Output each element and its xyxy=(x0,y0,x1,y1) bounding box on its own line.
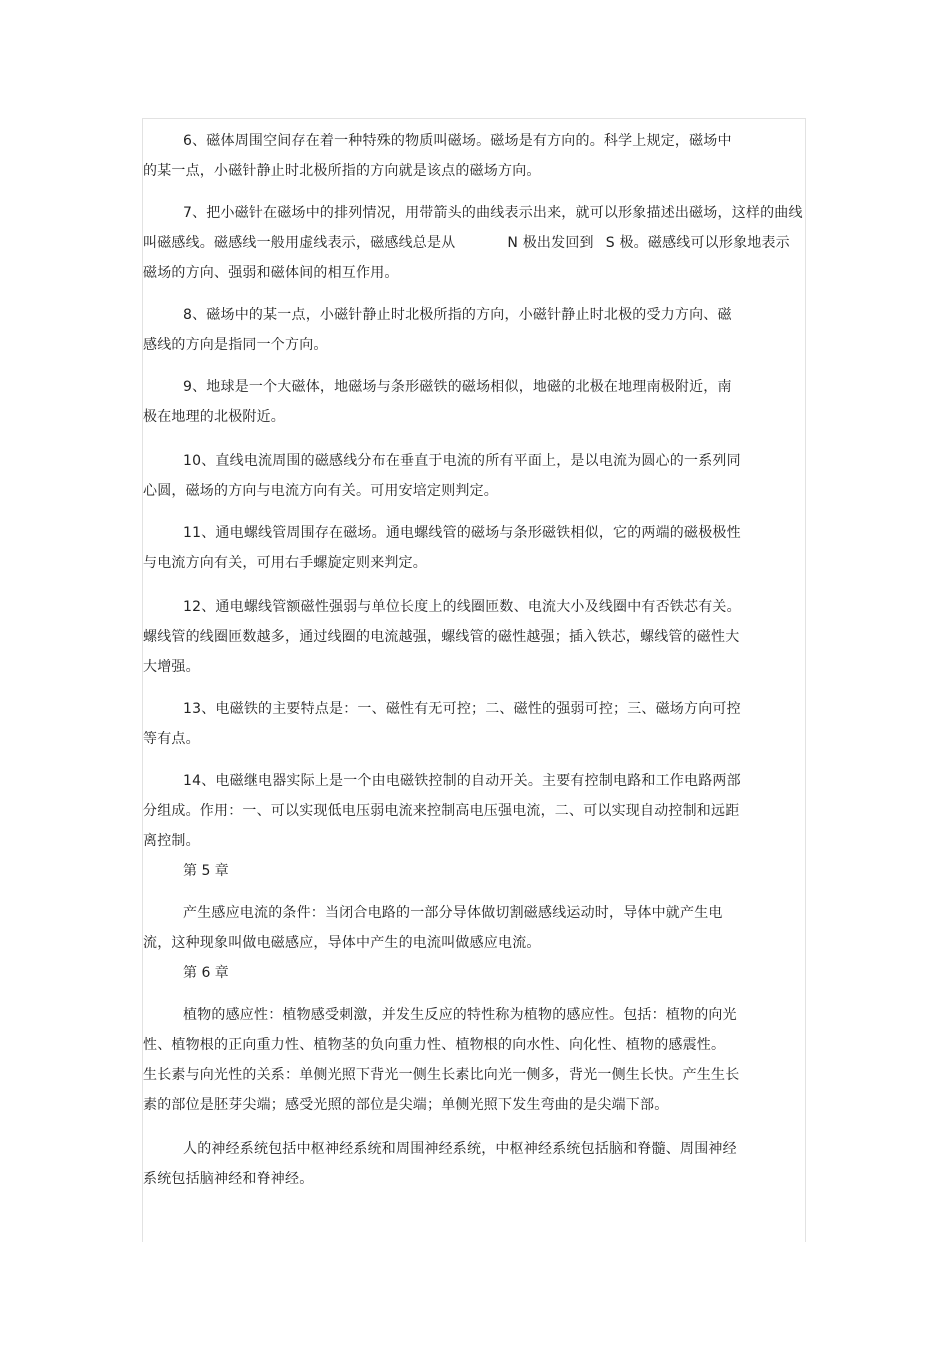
paragraph-nervous-system: 人的神经系统包括中枢神经系统和周围神经系统，中枢神经系统包括脑和脊髓、周围神经系统包括脑神经和脊神经。 xyxy=(143,1141,737,1187)
paragraph-ch6-sensitivity: 植物的感应性：植物感受刺激，并发生反应的特性称为植物的感应性。包括：植物的向光性、植物根的正向重力性、植物茎的负向重力性、植物根的向水性、向化性、植物的感震性。 xyxy=(143,1007,737,1053)
paragraph-12: 12、通电螺线管额磁性强弱与单位长度上的线圈匝数、电流大小及线圈中有否铁芯有关。螺线管的线圈匝数越多，通过线圈的电流越强，螺线管的磁性越强；插入铁芯，螺线管的磁性大大增强。 xyxy=(143,599,741,675)
paragraph-14: 14、电磁继电器实际上是一个由电磁铁控制的自动开关。主要有控制电路和工作电路两部分组成。作用：一、可以实现低电压弱电流来控制高电压强电流，二、可以实现自动控制和远距离控制。 xyxy=(143,773,741,849)
paragraph-10: 10、直线电流周围的磁感线分布在垂直于电流的所有平面上，是以电流为圆心的一系列同心圆，磁场的方向与电流方向有关。可用安培定则判定。 xyxy=(143,453,741,499)
paragraph-ch6 xyxy=(143,1000,743,1120)
paragraph-8: 8、磁场中的某一点，小磁针静止时北极所指的方向，小磁针静止时北极的受力方向、磁感线的方向是指同一个方向。 xyxy=(143,307,732,353)
paragraph-9: 9、地球是一个大磁体，地磁场与条形磁铁的磁场相似，地磁的北极在地理南极附近，南极在地理的北极附近。 xyxy=(143,379,732,425)
paragraph-7-north: N 极出发回到 xyxy=(507,235,594,251)
chapter-5-heading: 第 5 章 xyxy=(183,863,229,879)
paragraph-ch6-auxin: 生长素与向光性的关系：单侧光照下背光一侧生长素比向光一侧多，背光一侧生长快。产生生长素的部位是胚芽尖端；感受光照的部位是尖端；单侧光照下发生弯曲的是尖端下部。 xyxy=(143,1067,740,1113)
paragraph-13: 13、电磁铁的主要特点是：一、磁性有无可控；二、磁性的强弱可控；三、磁场方向可控等有点。 xyxy=(143,701,741,747)
paragraph-7-text: 7、把小磁针在磁场中的排列情况，用带箭头的曲线表示出来，就可以形象描述出磁场，这样的曲线叫磁感线。磁感线一般用虚线表示，磁感线总是从 xyxy=(143,205,803,251)
paragraph-6: 6、磁体周围空间存在着一种特殊的物质叫磁场。磁场是有方向的。科学上规定，磁场中的某一点，小磁针静止时北极所指的方向就是该点的磁场方向。 xyxy=(143,133,732,179)
paragraph-7 xyxy=(143,198,803,288)
document-body xyxy=(143,126,803,1194)
paragraph-7-south: S 极。磁感线可以形象地表示磁场的方向、强弱和磁体间的相互作用。 xyxy=(143,235,790,281)
paragraph-11: 11、通电螺线管周围存在磁场。通电螺线管的磁场与条形磁铁相似，它的两端的磁极极性与电流方向有关，可用右手螺旋定则来判定。 xyxy=(143,525,741,571)
paragraph-ch5: 产生感应电流的条件：当闭合电路的一部分导体做切割磁感线运动时，导体中就产生电流，这种现象叫做电磁感应，导体中产生的电流叫做感应电流。 xyxy=(143,905,723,951)
chapter-6-heading: 第 6 章 xyxy=(183,965,229,981)
